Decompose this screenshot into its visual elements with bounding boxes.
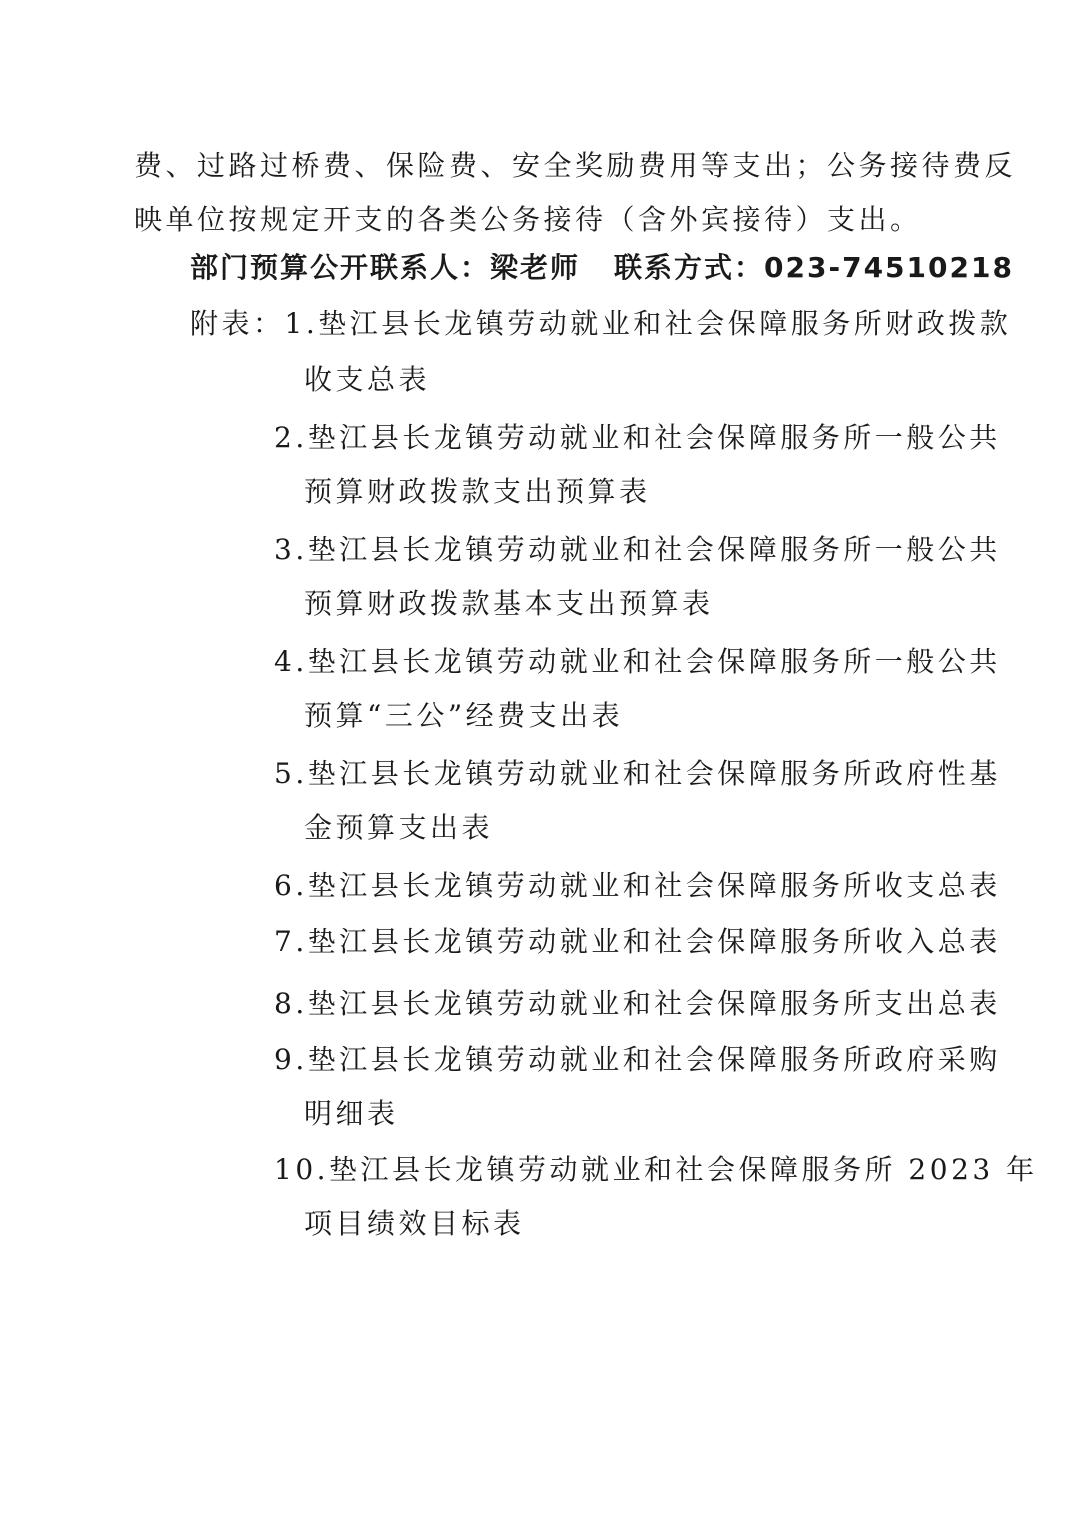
attachment-item-8 [274, 984, 1001, 1024]
attachment-title-continued: 收支总表 [304, 363, 431, 396]
attachment-title-continued: 预算财政拨款基本支出预算表 [304, 587, 714, 620]
attachment-item-3 [274, 530, 1001, 570]
attachment-title-continued: 预算财政拨款支出预算表 [304, 475, 651, 508]
attachment-title: 垫江县长龙镇劳动就业和社会保障服务所政府性基 [307, 757, 1001, 790]
attachment-number: 7. [274, 925, 308, 958]
attachment-item-9 [274, 1040, 1001, 1080]
attachment-number: 6. [274, 869, 308, 902]
attachments-label: 附表： [190, 307, 285, 340]
attachment-title-continued: 预算“三公”经费支出表 [304, 699, 624, 732]
attachment-item-5 [274, 754, 1001, 794]
attachment-title: 垫江县长龙镇劳动就业和社会保障服务所收支总表 [307, 869, 1001, 902]
attachment-title: 垫江县长龙镇劳动就业和社会保障服务所 2023 年 [329, 1153, 1038, 1186]
attachment-number: 5. [274, 757, 308, 790]
attachment-number: 10. [274, 1153, 330, 1186]
attachment-title-continued: 明细表 [304, 1097, 399, 1130]
attachment-item-7 [274, 922, 1001, 962]
attachment-number: 8. [274, 987, 308, 1020]
attachment-title: 垫江县长龙镇劳动就业和社会保障服务所支出总表 [307, 987, 1001, 1020]
contact-info [190, 248, 1014, 288]
attachment-title: 垫江县长龙镇劳动就业和社会保障服务所政府采购 [307, 1043, 1001, 1076]
attachment-title: 垫江县长龙镇劳动就业和社会保障服务所一般公共 [307, 645, 1001, 678]
attachment-title: 垫江县长龙镇劳动就业和社会保障服务所一般公共 [307, 533, 1001, 566]
attachment-item-1 [190, 304, 1011, 344]
contact-method: 联系方式：023-74510218 [614, 251, 1014, 284]
attachment-number: 2. [274, 421, 308, 454]
attachment-item-10 [274, 1150, 1038, 1190]
attachment-number: 3. [274, 533, 308, 566]
attachment-number: 9. [274, 1043, 308, 1076]
attachment-title-continued: 项目绩效目标表 [304, 1207, 525, 1240]
attachment-number: 4. [274, 645, 308, 678]
attachment-item-6 [274, 866, 1001, 906]
contact-person: 部门预算公开联系人：梁老师 [190, 251, 581, 284]
attachment-title: 垫江县长龙镇劳动就业和社会保障服务所财政拨款 [318, 307, 1012, 340]
attachment-item-2 [274, 418, 1001, 458]
attachment-item-4 [274, 642, 1001, 682]
intro-line-2: 映单位按规定开支的各类公务接待（含外宾接待）支出。 [134, 203, 922, 236]
attachment-number: 1. [284, 307, 319, 340]
attachment-title: 垫江县长龙镇劳动就业和社会保障服务所一般公共 [307, 421, 1001, 454]
attachment-title: 垫江县长龙镇劳动就业和社会保障服务所收入总表 [307, 925, 1001, 958]
attachment-title-continued: 金预算支出表 [304, 811, 494, 844]
intro-line-1: 费、过路过桥费、保险费、安全奖励费用等支出；公务接待费反 [134, 149, 1017, 182]
